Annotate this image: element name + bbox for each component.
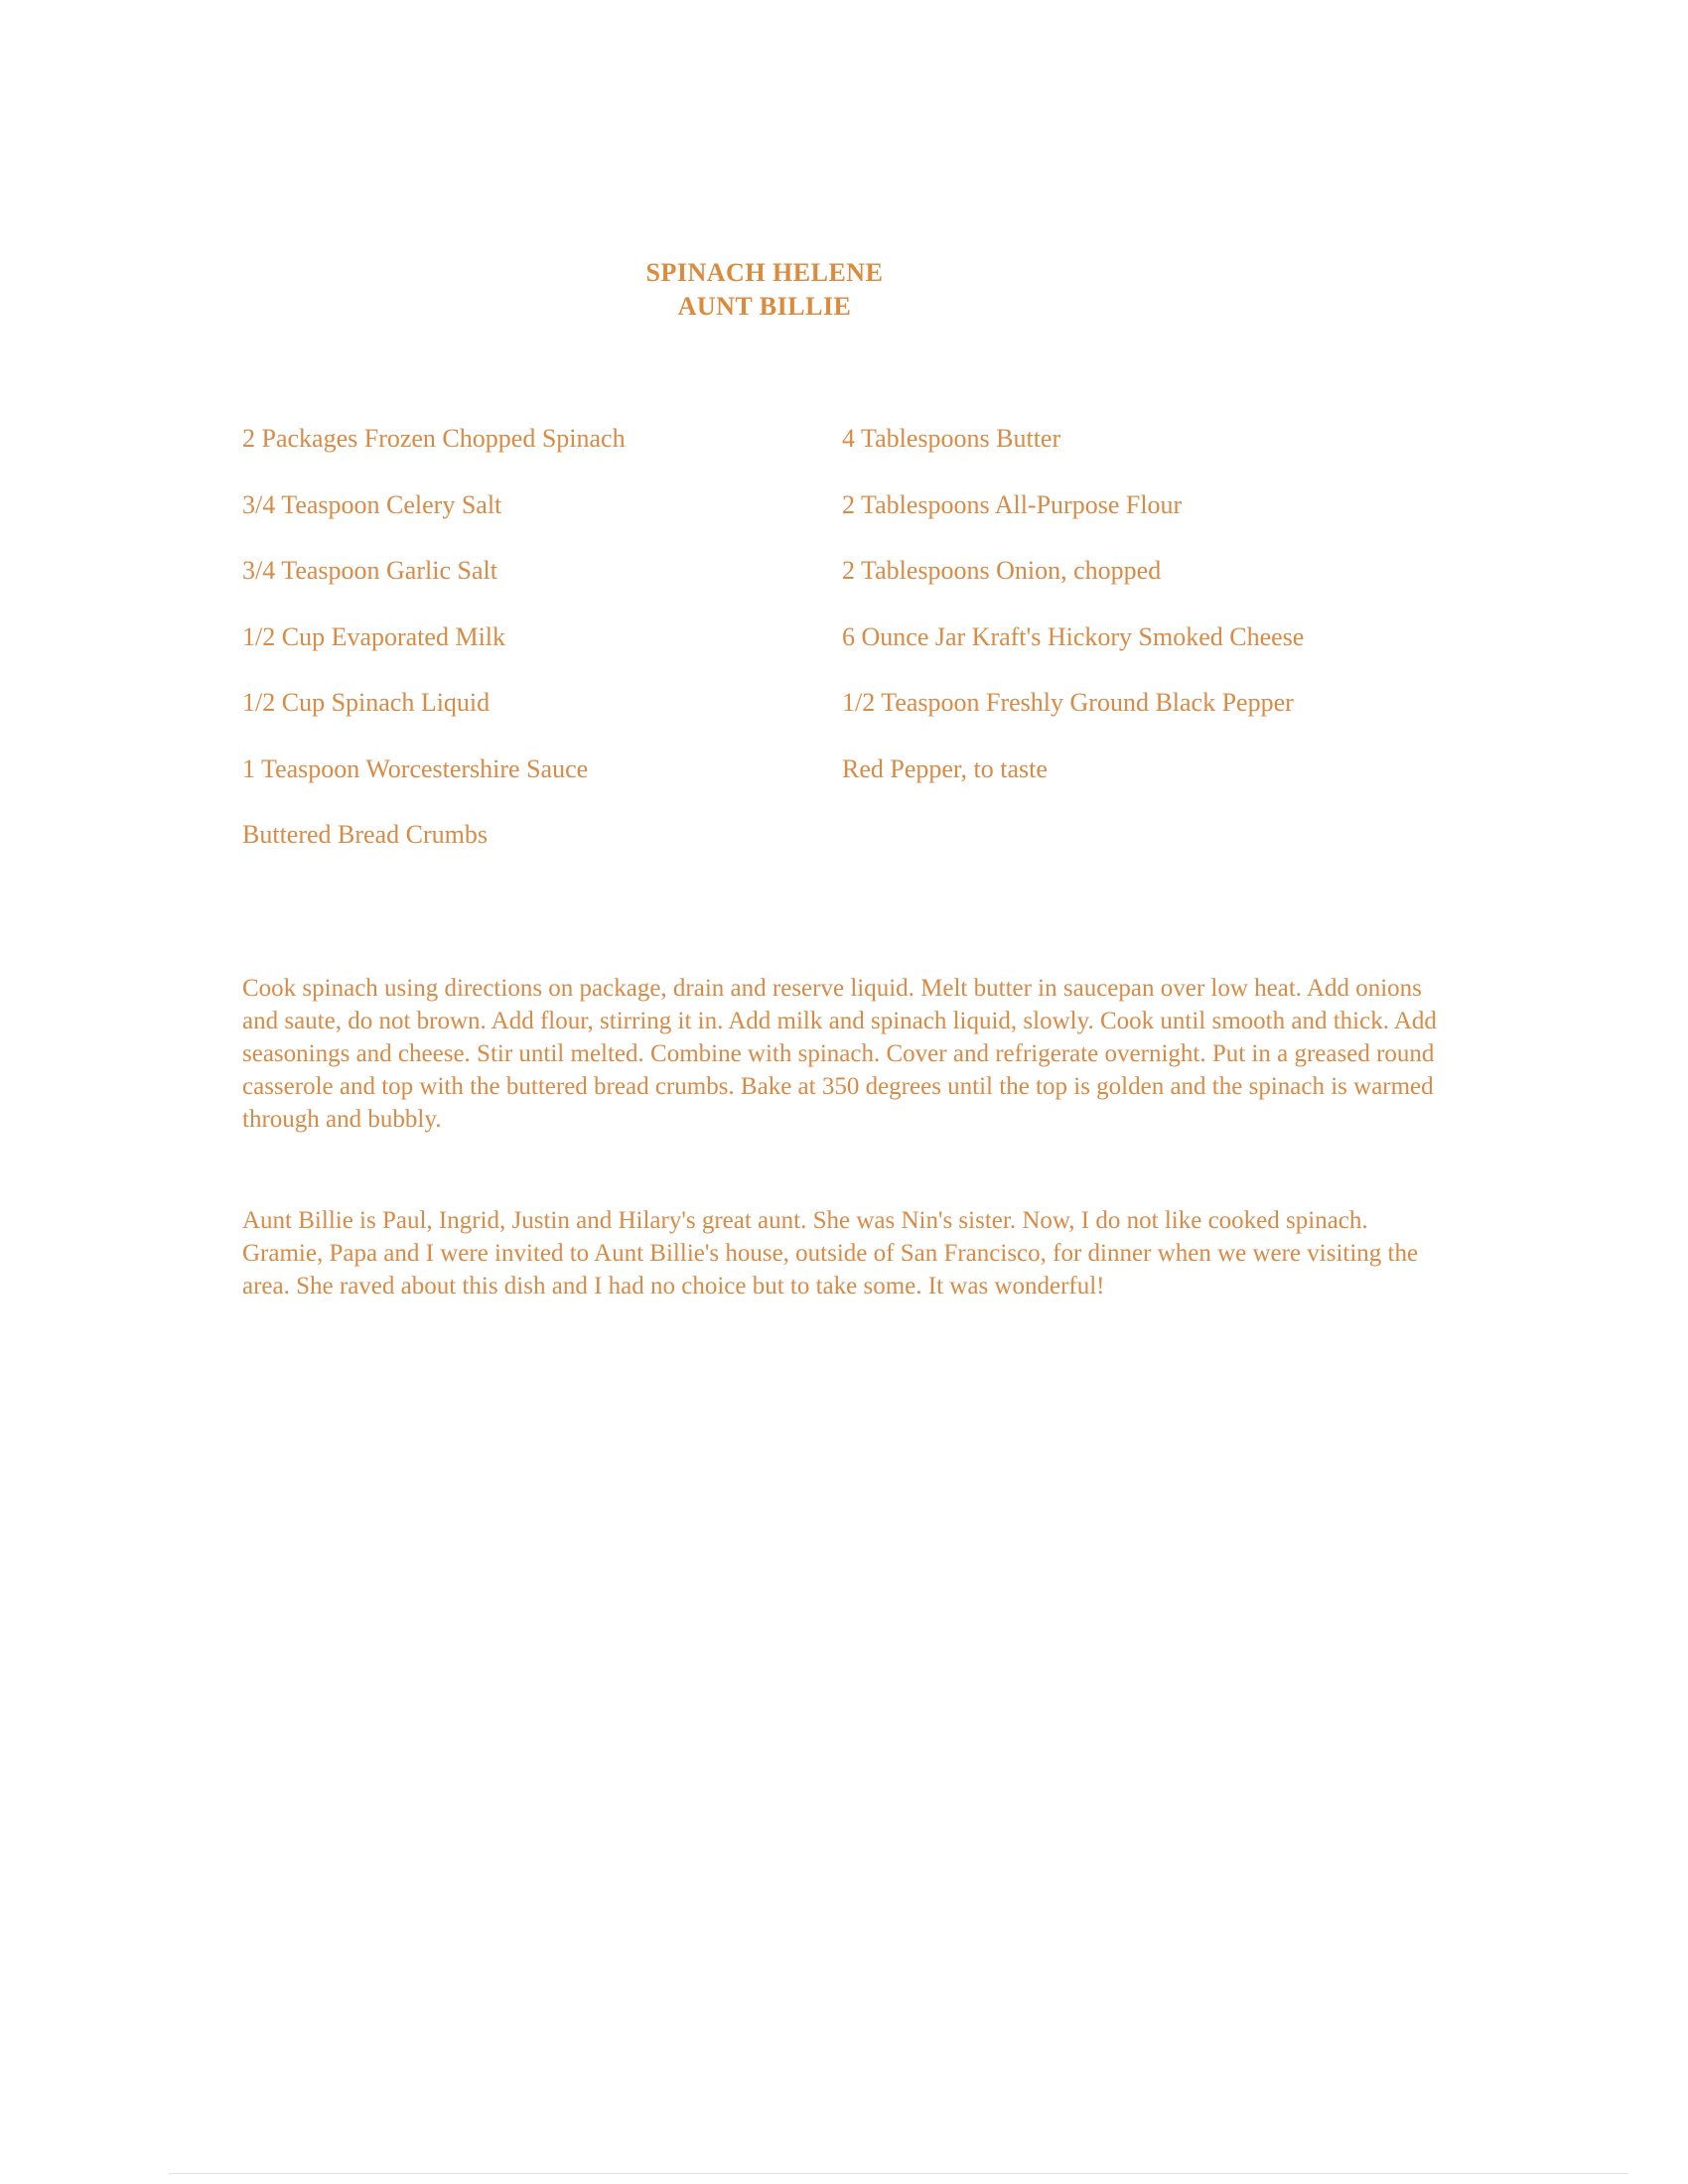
recipe-author: AUNT BILLIE: [677, 292, 852, 321]
ingredients-right-column: [842, 417, 1458, 813]
ingredient-item: 2 Packages Frozen Chopped Spinach: [242, 424, 626, 453]
recipe-header: [0, 256, 1529, 324]
recipe-story: Aunt Billie is Paul, Ingrid, Justin and Hilary's great aunt. She was Nin's sister. Now, I do not like cooked spinach. Gramie, Papa and I were invited to Aunt Billie's house, outside of San Francisco, for dinner when we were visiting the area. She raved about this dish and I had no choice but to take some. It was wonderful!: [242, 1207, 1419, 1299]
ingredient-item: 1/2 Teaspoon Freshly Ground Black Pepper: [842, 688, 1294, 717]
ingredient-item: 4 Tablespoons Butter: [842, 424, 1061, 453]
ingredient-item: 3/4 Teaspoon Celery Salt: [242, 489, 502, 519]
ingredient-item: 6 Ounce Jar Kraft's Hickory Smoked Cheese: [842, 621, 1305, 651]
ingredients-left-column: [242, 417, 798, 880]
ingredient-item: 1/2 Cup Spinach Liquid: [242, 688, 491, 717]
ingredient-item: 2 Tablespoons Onion, chopped: [842, 556, 1162, 585]
ingredient-item: Buttered Bread Crumbs: [242, 820, 488, 849]
ingredient-item: 1 Teaspoon Worcestershire Sauce: [242, 753, 589, 783]
page-bottom-edge: [169, 2173, 1628, 2174]
ingredient-item: 2 Tablespoons All-Purpose Flour: [842, 489, 1183, 519]
ingredient-item: 3/4 Teaspoon Garlic Salt: [242, 556, 497, 585]
recipe-title: SPINACH HELENE: [645, 258, 884, 287]
ingredient-item: 1/2 Cup Evaporated Milk: [242, 621, 506, 651]
ingredient-item: Red Pepper, to taste: [842, 753, 1048, 783]
recipe-directions: Cook spinach using directions on package, drain and reserve liquid. Melt butter in saucepan over low heat. Add onions and saute, do not brown. Add flour, stirring it in. Add milk and spinach liquid, slowly. Cook until smooth and thick. Add seasonings and cheese. Stir until melted. Combine with spinach. Cover and refrigerate overnight. Put in a greased round casserole and top with the buttered bread crumbs. Bake at 350 degrees until the top is golden and the spinach is warmed through and bubbly.: [242, 975, 1437, 1133]
